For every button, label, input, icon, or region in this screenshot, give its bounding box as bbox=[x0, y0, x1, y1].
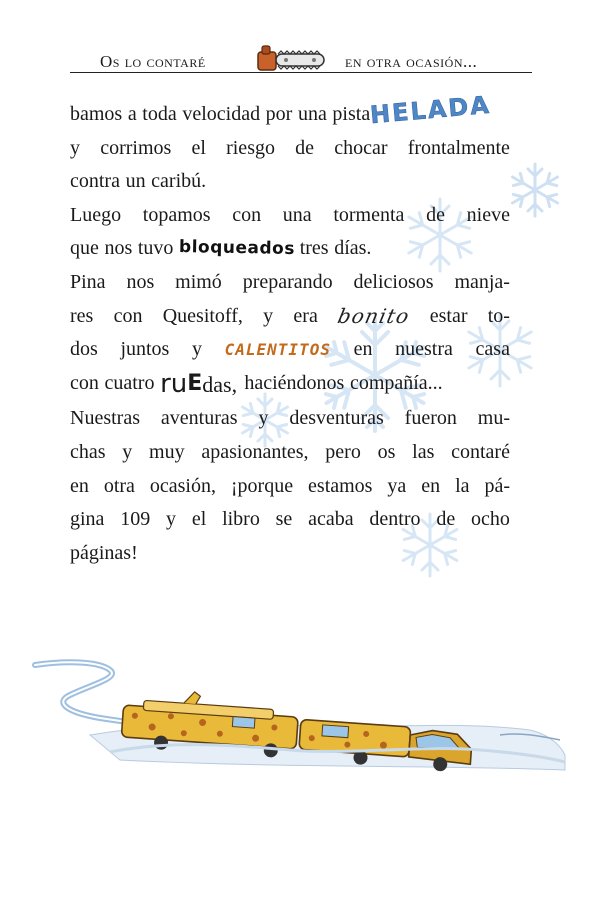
text-line: gina 109 y el libro se acaba dentro de ocho bbox=[70, 508, 510, 531]
text-line: Nuestras aventuras y desventuras fueron mu- bbox=[70, 407, 510, 430]
text-line: Luego topamos con una tormenta de nieve bbox=[70, 203, 510, 226]
running-head-right: en otra ocasión... bbox=[345, 52, 478, 71]
header-rule bbox=[70, 72, 532, 73]
word-helada: HELADA bbox=[369, 90, 492, 130]
running-header bbox=[70, 40, 532, 76]
text-line: bamos a toda velocidad por una pista bbox=[70, 103, 371, 125]
text-line: con cuatro ruEdas, haciéndonos compañía... bbox=[70, 367, 510, 403]
text-line: Pina nos mimó preparando deliciosos manja- bbox=[70, 270, 510, 293]
word-bonito: bonito bbox=[335, 303, 413, 328]
text-line: que nos tuvo bloqueados tres días. bbox=[70, 232, 510, 266]
text-line: res con Quesitoff, y era bonito estar to- bbox=[70, 300, 510, 334]
text-line: en otra ocasión, ¡porque estamos ya en la pá- bbox=[70, 474, 510, 497]
word-ruedas: ruEdas, bbox=[160, 368, 238, 399]
text-line: y corrimos el riesgo de chocar frontalmente bbox=[70, 136, 510, 159]
snowflake-icon bbox=[505, 160, 565, 220]
word-calentitos: CALENTITOS bbox=[224, 340, 331, 360]
word-bloqueados: bloqueados bbox=[178, 237, 296, 260]
chainsaw-icon bbox=[256, 42, 328, 76]
text-line: contra un caribú. bbox=[70, 170, 207, 193]
body-text bbox=[70, 98, 510, 570]
running-head-left: Os lo contaré bbox=[100, 52, 206, 71]
text-line: chas y muy apasionantes, pero os las contaré bbox=[70, 440, 510, 463]
text-line: páginas! bbox=[70, 541, 138, 564]
camper-in-snow-illustration bbox=[30, 640, 570, 780]
text-line: dos juntos y CALENTITOS en nuestra casa bbox=[70, 333, 510, 367]
